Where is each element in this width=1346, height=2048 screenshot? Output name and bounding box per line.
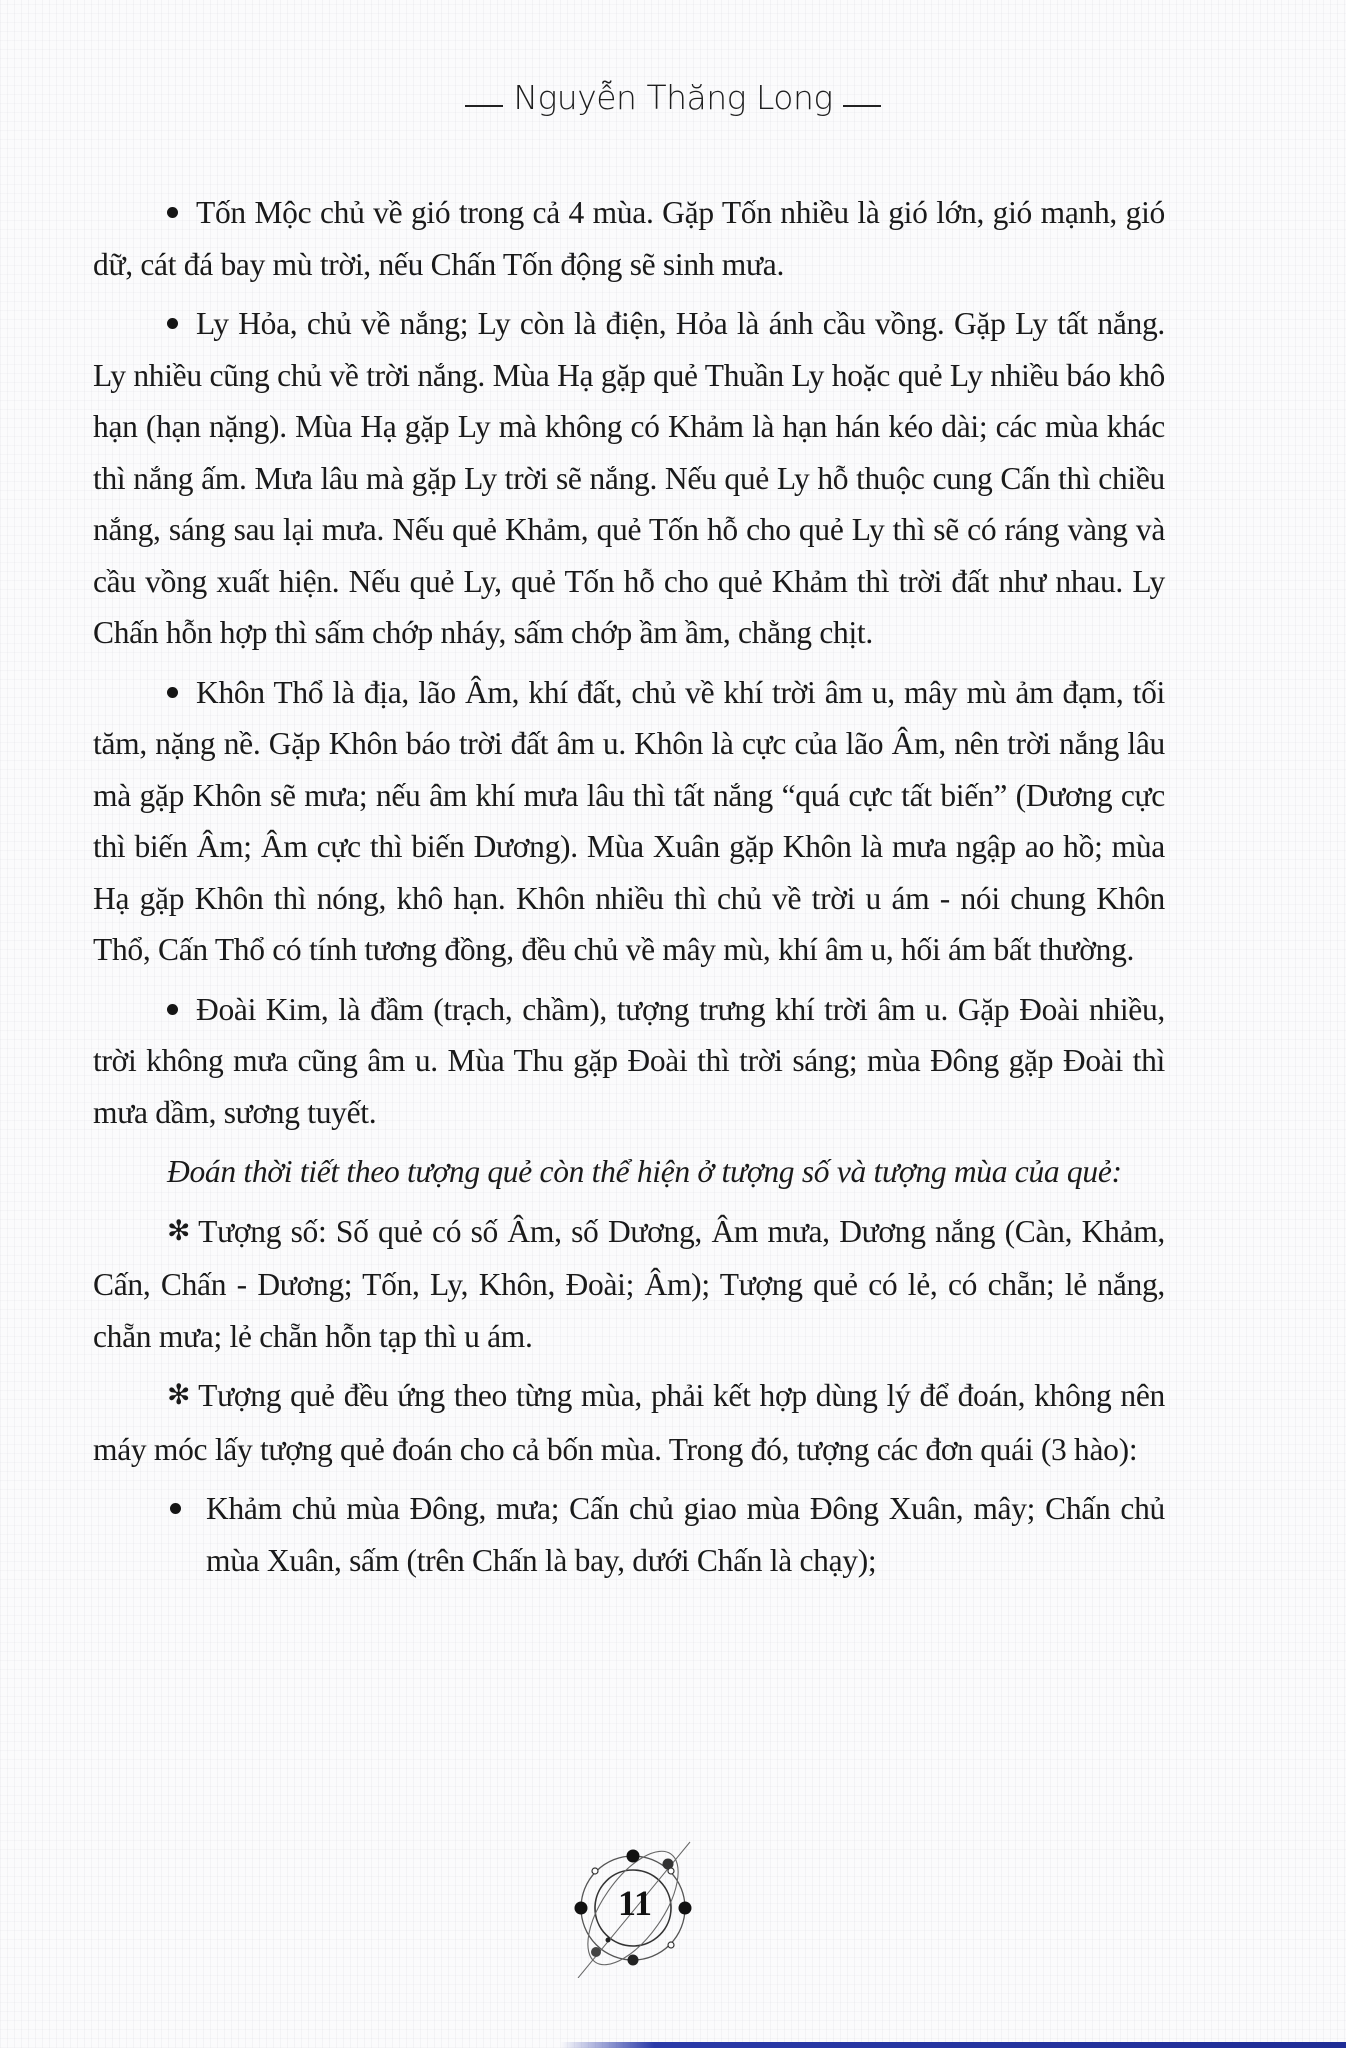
paragraph-don-quai-list (93, 1483, 1165, 1586)
running-header (0, 78, 1346, 117)
paragraph-text: Đoán thời tiết theo tượng quẻ còn thể hiện ở tượng số và tượng mùa của quẻ: (167, 1154, 1122, 1189)
paragraph-text: Ly Hỏa, chủ về nắng; Ly còn là điện, Hỏa là ánh cầu vồng. Gặp Ly tất nắng. Ly nhiều cũng chủ về trời nắng. Mùa Hạ gặp quẻ Thuần Ly hoặc quẻ Ly nhiều báo khô hạn (hạn nặng). Mùa Hạ gặp Ly mà không có Khảm là hạn hán kéo dài; các mùa khác thì nắng ấm. Mưa lâu mà gặp Ly trời sẽ nắng. Nếu quẻ Ly hỗ thuộc cung Cấn thì chiều nắng, sáng sau lại mưa. Nếu quẻ Khảm, quẻ Tốn hỗ cho quẻ Ly thì sẽ có ráng vàng và cầu vồng xuất hiện. Nếu quẻ Ly, quẻ Tốn hỗ cho quẻ Khảm thì trời đất như nhau. Ly Chấn hỗn hợp thì sấm chớp nháy, sấm chớp ầm ầm, chằng chịt. (93, 306, 1165, 650)
paragraph-ton-moc (93, 187, 1165, 290)
paragraph-intro-italic (93, 1146, 1165, 1198)
paragraph-text: Khôn Thổ là địa, lão Âm, khí đất, chủ về khí trời âm u, mây mù ảm đạm, tối tăm, nặng nề. Gặp Khôn báo trời đất âm u. Khôn là cực của lão Âm, nên trời nắng lâu mà gặp Khôn sẽ mưa; nếu âm khí mưa lâu thì tất nắng “quá cực tất biến” (Dương cực thì biến Âm; Âm cực thì biến Dương). Mùa Xuân gặp Khôn là mưa ngập ao hồ; mùa Hạ gặp Khôn thì nóng, khô hạn. Khôn nhiều thì chủ về trời u ám - nói chung Khôn Thổ, Cấn Thổ có tính tương đồng, đều chủ về mây mù, khí âm u, hối ám bất thường. (93, 674, 1165, 967)
asterisk-star-icon: ✻ (167, 1380, 191, 1411)
bullet-icon (170, 1503, 181, 1514)
paragraph-text: Tượng số: Số quẻ có số Âm, số Dương, Âm mưa, Dương nắng (Càn, Khảm, Cấn, Chấn - Dương; Tốn, Ly, Khôn, Đoài; Âm); Tượng quẻ có lẻ, có chẵn; lẻ nắng, chẵn mưa; lẻ chẵn hỗn tạp thì u ám. (93, 1213, 1165, 1354)
header-dash-right (843, 105, 881, 107)
paragraph-text: Đoài Kim, là đầm (trạch, chầm), tượng trưng khí trời âm u. Gặp Đoài nhiều, trời không mưa cũng âm u. Mùa Thu gặp Đoài thì trời sáng; mùa Đông gặp Đoài thì mưa dầm, sương tuyết. (93, 991, 1165, 1130)
bullet-icon (167, 207, 178, 218)
paragraph-text: Tốn Mộc chủ về gió trong cả 4 mùa. Gặp Tốn nhiều là gió lớn, gió mạnh, gió dữ, cát đá bay mù trời, nếu Chấn Tốn động sẽ sinh mưa. (93, 195, 1165, 282)
header-author: Nguyễn Thăng Long (513, 78, 833, 117)
page-number: 11 (617, 1883, 652, 1923)
bullet-icon (167, 1004, 178, 1015)
paragraph-text: Tượng quẻ đều ứng theo từng mùa, phải kết hợp dùng lý để đoán, không nên máy móc lấy tượng quẻ đoán cho cả bốn mùa. Trong đó, tượng các đơn quái (3 hào): (93, 1378, 1165, 1467)
paragraph-text: Khảm chủ mùa Đông, mưa; Cấn chủ giao mùa Đông Xuân, mây; Chấn chủ mùa Xuân, sấm (trên Chấn là bay, dưới Chấn là chạy); (206, 1491, 1165, 1578)
bullet-icon (167, 318, 178, 329)
paragraph-tuong-mua (93, 1370, 1165, 1475)
page-number-ornament (570, 1838, 700, 1978)
paragraph-tuong-so (93, 1206, 1165, 1363)
paragraph-doai-kim (93, 984, 1165, 1139)
paragraph-khon-tho (93, 667, 1165, 976)
bullet-icon (167, 687, 178, 698)
asterisk-star-icon: ✻ (167, 1215, 191, 1247)
paragraph-ly-hoa (93, 298, 1165, 659)
header-dash-left (465, 105, 503, 107)
page-body (93, 187, 1165, 1594)
bottom-edge-band (560, 2042, 1346, 2048)
